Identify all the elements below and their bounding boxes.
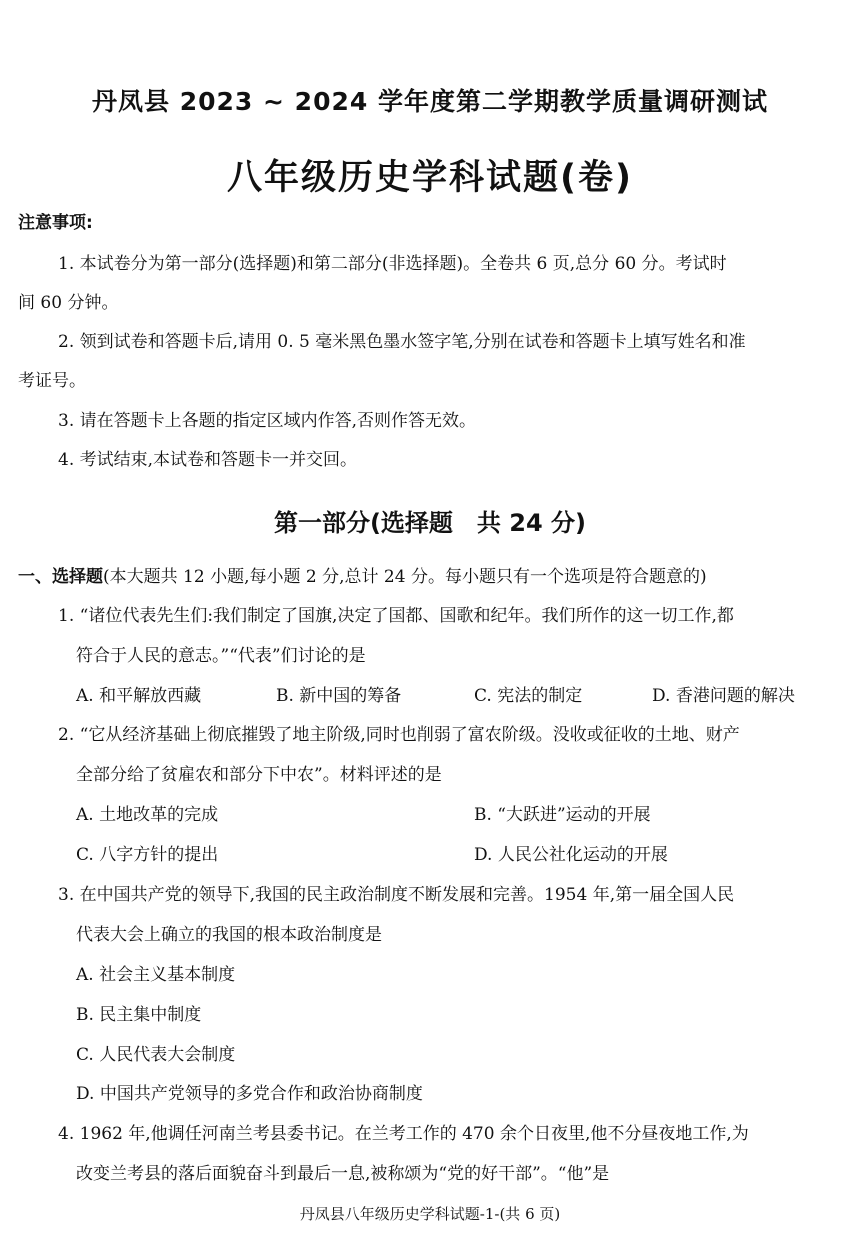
question-2-option-a: A. 土地改革的完成 [76, 805, 219, 825]
section-instruction-text: (本大题共 12 小题,每小题 2 分,总计 24 分。每小题只有一个选项是符合题意的) [103, 567, 707, 587]
exam-subtitle: 八年级历史学科试题(卷) [227, 158, 633, 198]
question-3-stem: 3. 在中国共产党的领导下,我国的民主政治制度不断发展和完善。1954 年,第一届全国人民 [58, 885, 735, 905]
question-1-option-d: D. 香港问题的解决 [652, 686, 795, 706]
question-1-option-b: B. 新中国的筹备 [276, 686, 402, 706]
question-4-stem-cont: 改变兰考县的落后面貌奋斗到最后一息,被称颂为“党的好干部”。“他”是 [76, 1164, 610, 1184]
notes-heading: 注意事项: [18, 213, 93, 233]
exam-title: 丹凤县 2023 ~ 2024 学年度第二学期教学质量调研测试 [92, 87, 768, 116]
question-1-stem-cont: 符合于人民的意志。”“代表”们讨论的是 [76, 646, 366, 666]
section-title: 第一部分(选择题 共 24 分) [273, 509, 587, 537]
note-item-4: 4. 考试结束,本试卷和答题卡一并交回。 [58, 450, 358, 470]
question-2-stem: 2. “它从经济基础上彻底摧毁了地主阶级,同时也削弱了富农阶级。没收或征收的土地、财产 [58, 725, 740, 745]
question-2-option-d: D. 人民公社化运动的开展 [474, 845, 668, 865]
question-3-option-c: C. 人民代表大会制度 [76, 1045, 236, 1065]
question-2-option-b: B. “大跃进”运动的开展 [474, 805, 651, 825]
note-item-1: 1. 本试卷分为第一部分(选择题)和第二部分(非选择题)。全卷共 6 页,总分 60 分。考试时 [58, 254, 727, 274]
question-3-stem-cont: 代表大会上确立的我国的根本政治制度是 [76, 925, 382, 945]
question-3-option-b: B. 民主集中制度 [76, 1005, 202, 1025]
note-item-1-cont: 间 60 分钟。 [18, 293, 119, 313]
question-1-option-c: C. 宪法的制定 [474, 686, 583, 706]
question-4-stem: 4. 1962 年,他调任河南兰考县委书记。在兰考工作的 470 余个日夜里,他不分昼夜地工作,为 [58, 1124, 749, 1144]
question-1-option-a: A. 和平解放西藏 [76, 686, 202, 706]
section-label: 一、选择题 [18, 567, 103, 587]
question-3-option-a: A. 社会主义基本制度 [76, 965, 236, 985]
page-footer: 丹凤县八年级历史学科试题-1-(共 6 页) [299, 1205, 561, 1223]
note-item-2: 2. 领到试卷和答题卡后,请用 0. 5 毫米黑色墨水签字笔,分别在试卷和答题卡上填写姓名和准 [58, 332, 746, 352]
question-2-stem-cont: 全部分给了贫雇农和部分下中农”。材料评述的是 [76, 765, 442, 785]
question-2-option-c: C. 八字方针的提出 [76, 845, 219, 865]
question-1-stem: 1. “诸位代表先生们:我们制定了国旗,决定了国都、国歌和纪年。我们所作的这一切工作,都 [58, 606, 734, 626]
note-item-3: 3. 请在答题卡上各题的指定区域内作答,否则作答无效。 [58, 411, 477, 431]
section-instruction [18, 565, 707, 589]
note-item-2-cont: 考证号。 [18, 371, 86, 391]
question-3-option-d: D. 中国共产党领导的多党合作和政治协商制度 [76, 1084, 423, 1104]
